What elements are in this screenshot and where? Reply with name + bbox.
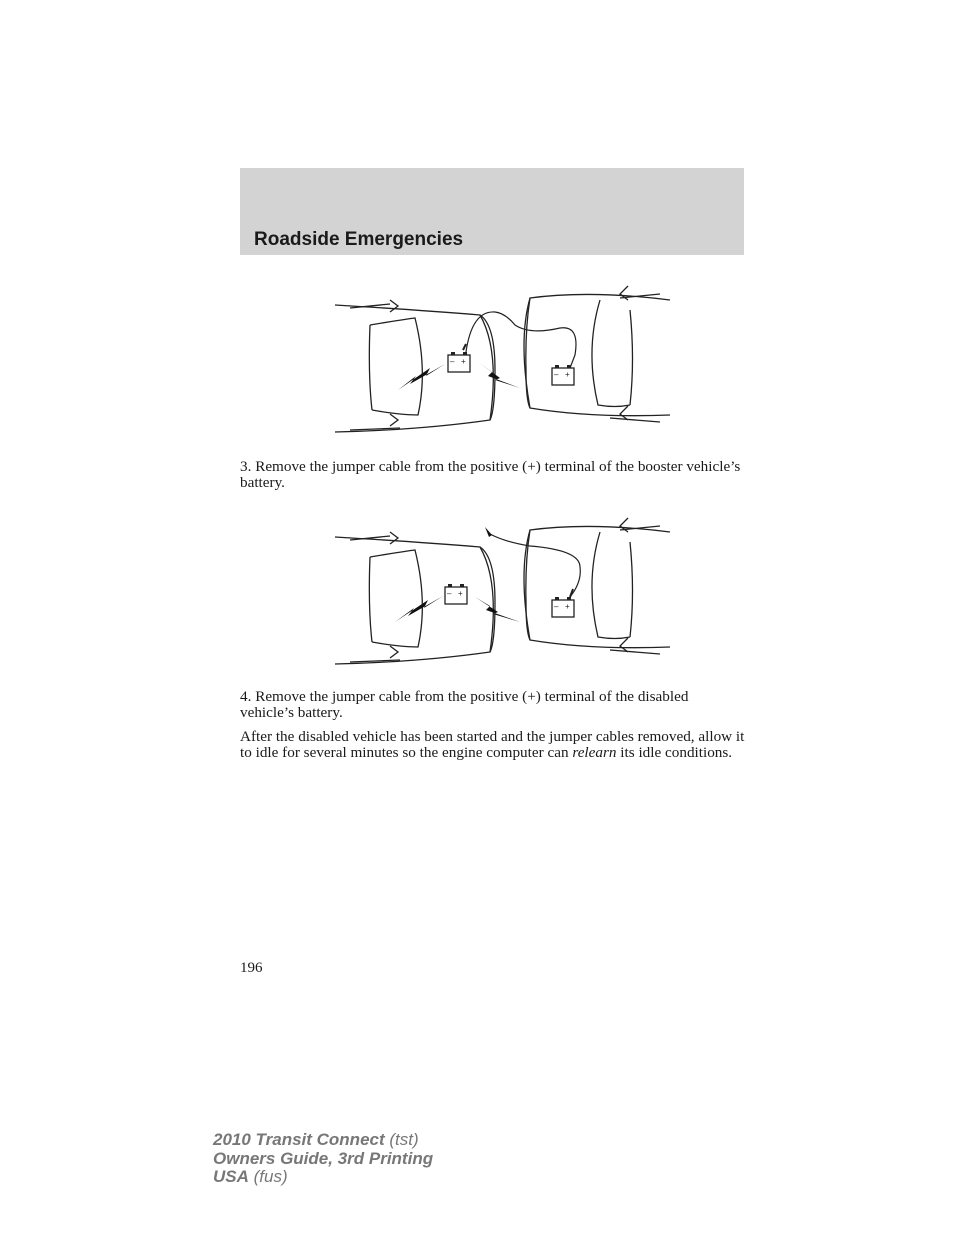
spark-icon xyxy=(395,596,443,622)
svg-text:–: – xyxy=(447,589,452,598)
svg-text:+: + xyxy=(565,602,570,611)
after-text-start: After the disabled vehicle has been started and the jumper cables removed, allow it to idle for several minutes so the engine computer can xyxy=(240,728,745,761)
svg-text:–: – xyxy=(554,602,559,611)
step-3-text: 3. Remove the jumper cable from the positive (+) terminal of the booster vehicle’s battery. xyxy=(240,458,741,491)
jump-start-figure-2 xyxy=(330,512,675,672)
left-vehicle-outline xyxy=(335,537,493,664)
footer-model: 2010 Transit Connect xyxy=(213,1130,385,1149)
booster-vehicle-battery xyxy=(552,365,574,385)
svg-text:+: + xyxy=(461,357,466,366)
jumper-cable xyxy=(465,312,576,368)
cable-clamp-icon xyxy=(485,527,492,537)
footer-market: USA xyxy=(213,1167,249,1186)
after-text-end: its idle conditions. xyxy=(620,744,733,761)
svg-text:–: – xyxy=(450,357,455,366)
booster-vehicle-battery xyxy=(552,589,574,617)
spark-icon xyxy=(478,362,520,388)
jumper-cable xyxy=(490,534,580,597)
two-vehicles-illustration xyxy=(330,512,675,672)
footer-market-code: (fus) xyxy=(253,1167,288,1186)
relearn-emphasis: relearn xyxy=(572,744,617,761)
svg-text:–: – xyxy=(554,370,559,379)
section-title: Roadside Emergencies xyxy=(254,229,464,250)
document-footer xyxy=(213,1131,433,1187)
footer-model-code: (tst) xyxy=(389,1130,419,1149)
footer-edition: Owners Guide, 3rd Printing xyxy=(213,1148,434,1168)
svg-text:+: + xyxy=(565,370,570,379)
jump-start-figure-1 xyxy=(330,280,675,440)
spark-icon xyxy=(475,597,520,622)
svg-text:+: + xyxy=(458,589,463,598)
page-number: 196 xyxy=(240,960,263,976)
step-4-text: 4. Remove the jumper cable from the positive (+) terminal of the disabled vehicle’s battery. xyxy=(240,688,689,721)
section-header-band xyxy=(240,168,744,255)
after-start-paragraph xyxy=(240,729,745,761)
disabled-vehicle-battery xyxy=(445,584,467,604)
two-vehicles-illustration xyxy=(330,280,675,440)
